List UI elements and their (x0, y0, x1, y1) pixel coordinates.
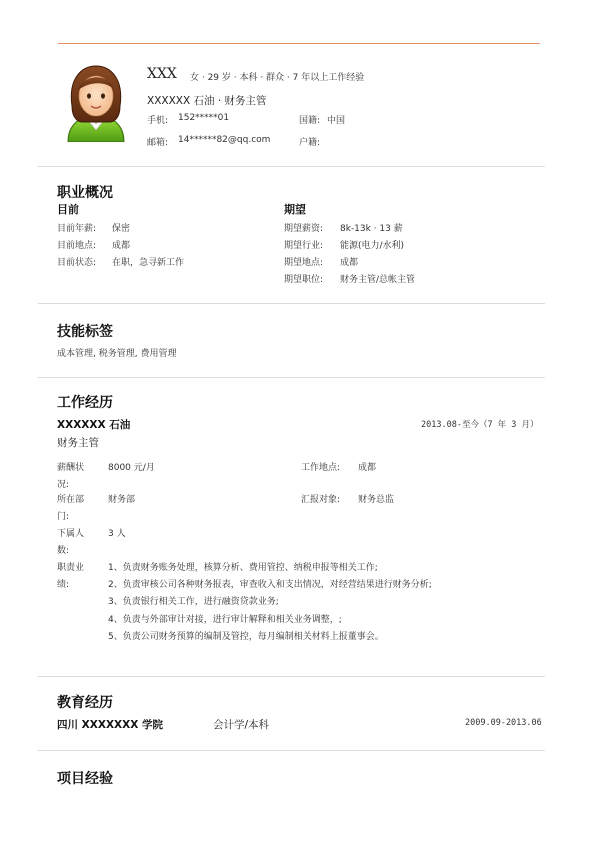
salary-value: 8000 元/月 (108, 463, 155, 473)
current-status-label: 目前状态: (57, 258, 97, 268)
current-salary-label: 目前年薪: (57, 224, 97, 234)
current-location-value: 成都 (112, 241, 131, 251)
education-section-title: 教育经历 (57, 695, 113, 711)
work-location-value: 成都 (358, 463, 377, 473)
expect-industry-label: 期望行业: (284, 241, 324, 251)
expect-location-value: 成都 (340, 258, 359, 268)
header-top-rule (58, 43, 540, 44)
expect-position-value: 财务主管/总帐主管 (340, 275, 416, 285)
dept-label-cont: 门: (57, 512, 70, 522)
skills-section-title: 技能标签 (57, 324, 113, 340)
section-divider (38, 750, 545, 751)
candidate-title: XXXXXX 石油 · 财务主管 (147, 95, 267, 107)
current-subtitle: 目前 (57, 203, 79, 216)
email-label: 邮箱: (147, 138, 169, 148)
candidate-summary: 女 · 29 岁 · 本科 · 群众 · 7 年以上工作经验 (190, 73, 365, 83)
phone-value: 152*****01 (178, 113, 230, 123)
duty-item: 2、负责审核公司各种财务报表，审查收入和支出情况，对经营结果进行财务分析; (108, 580, 432, 590)
phone-label: 手机: (147, 116, 169, 126)
dept-label: 所在部 (57, 495, 85, 505)
duty-item: 3、负责银行相关工作，进行融资贷款业务; (108, 597, 279, 607)
work-section-title: 工作经历 (57, 395, 113, 411)
section-divider (38, 166, 545, 167)
subordinates-label: 下属人 (57, 529, 85, 539)
expect-position-label: 期望职位: (284, 275, 324, 285)
section-divider (38, 303, 545, 304)
hukou-label: 户籍: (299, 138, 321, 148)
duty-item: 4、负责与外部审计对接，进行审计解释和相关业务调整，; (108, 615, 342, 625)
work-company: XXXXXX 石油 (57, 419, 131, 431)
current-location-label: 目前地点: (57, 241, 97, 251)
education-major: 会计学/本科 (213, 719, 270, 731)
projects-section-title: 项目经验 (57, 771, 113, 787)
current-salary-value: 保密 (112, 224, 131, 234)
subordinates-label-cont: 数: (57, 546, 70, 556)
expect-location-label: 期望地点: (284, 258, 324, 268)
avatar-icon (62, 62, 130, 142)
report-value: 财务总监 (358, 495, 395, 505)
nationality-label: 国籍: (299, 116, 321, 126)
work-location-label: 工作地点: (301, 463, 341, 473)
duty-item: 5、负责公司财务预算的编制及管控，每月编制相关材料上报董事会。 (108, 632, 384, 642)
career-section-title: 职业概况 (57, 185, 113, 201)
work-period: 2013.08-至今（7 年 3 月） (421, 420, 539, 430)
report-label: 汇报对象: (301, 495, 341, 505)
work-position: 财务主管 (57, 437, 99, 449)
candidate-name: XXX (147, 66, 177, 82)
subordinates-value: 3 人 (108, 529, 126, 539)
duties-label-cont: 绩: (57, 580, 70, 590)
current-status-value: 在职，急寻新工作 (112, 258, 185, 268)
expect-salary-label: 期望薪资: (284, 224, 324, 234)
section-divider (38, 676, 545, 677)
section-divider (38, 377, 545, 378)
expect-industry-value: 能源(电力/水利) (340, 241, 405, 251)
duty-item: 1、负责财务账务处理，核算分析、费用管控、纳税申报等相关工作; (108, 563, 378, 573)
salary-label: 薪酬状 (57, 463, 85, 473)
salary-label-cont: 况: (57, 480, 70, 490)
expect-salary-value: 8k-13k · 13 薪 (340, 224, 403, 234)
dept-value: 财务部 (108, 495, 136, 505)
education-school: 四川 XXXXXXX 学院 (57, 719, 163, 731)
education-period: 2009.09-2013.06 (465, 718, 542, 728)
nationality-value: 中国 (327, 116, 346, 126)
skills-text: 成本管理, 税务管理, 费用管理 (57, 349, 177, 359)
email-value[interactable]: 14******82@qq.com (178, 135, 271, 145)
expect-subtitle: 期望 (284, 203, 306, 216)
duties-label: 职责业 (57, 563, 85, 573)
